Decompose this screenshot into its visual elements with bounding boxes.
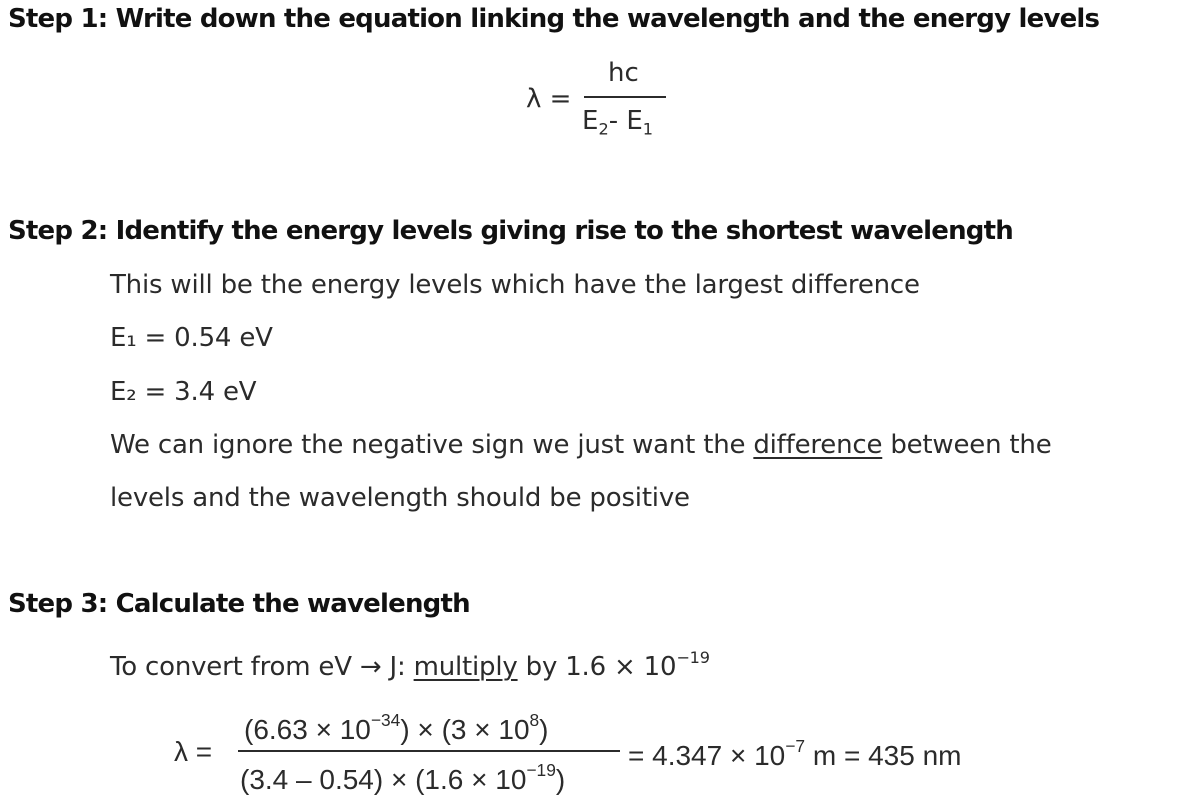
conversion-factor: by 1.6 × 10 [517, 652, 677, 683]
step2-e2-line [110, 377, 256, 407]
step2-positive-line: levels and the wavelength should be positive [110, 483, 690, 513]
step3-denominator [240, 760, 565, 796]
denominator-e2-subscript: 2 [598, 119, 609, 139]
step2-e1-line [110, 323, 273, 353]
numerator-exp-b: 8 [529, 710, 540, 730]
denominator-exp-a: −19 [526, 760, 556, 780]
step3-result [628, 736, 961, 772]
difference-underlined: difference [753, 430, 883, 460]
step1-lambda-equals: λ = [526, 84, 572, 114]
step1-heading: Step 1: Write down the equation linking the wavelength and the energy levels [8, 4, 1100, 34]
denominator-part-a: (3.4 – 0.54) × (1.6 × 10 [240, 764, 527, 796]
result-coefficient: = 4.347 × 10 [628, 740, 786, 772]
step2-heading: Step 2: Identify the energy levels giving rise to the shortest wavelength [8, 216, 1013, 246]
denominator-e2: E [582, 106, 599, 136]
step1-denominator [582, 106, 653, 139]
step3-lambda-equals: λ = [174, 736, 213, 767]
step3-fraction-bar [238, 750, 620, 752]
multiply-underlined: multiply [413, 652, 518, 683]
step3-numerator [244, 710, 549, 746]
step3-convert-line [110, 648, 710, 682]
numerator-part-b: ) × (3 × 10 [400, 714, 530, 746]
step2-ignore-sign-line [110, 430, 1052, 460]
between-the-text: between the [882, 430, 1052, 460]
ignore-sign-text: We can ignore the negative sign we just want the [110, 430, 754, 460]
result-exponent: −7 [785, 736, 806, 756]
conversion-exponent: −19 [676, 648, 710, 667]
step1-numerator: hc [608, 58, 639, 88]
step3-heading: Step 3: Calculate the wavelength [8, 589, 470, 619]
denominator-minus-e1: - E [608, 106, 643, 136]
convert-text: To convert from eV → J: [110, 652, 414, 683]
numerator-part-c: ) [539, 714, 549, 746]
e1-value: = 0.54 eV [136, 323, 273, 353]
e2-value: = 3.4 eV [136, 377, 257, 407]
e2-label: E₂ [110, 377, 137, 407]
numerator-exp-a: −34 [370, 710, 401, 730]
e1-label: E₁ [110, 323, 137, 353]
denominator-part-b: ) [555, 764, 566, 796]
step2-line-largest-difference: This will be the energy levels which have the largest difference [110, 270, 920, 300]
numerator-part-a: (6.63 × 10 [244, 714, 371, 746]
result-units: m = 435 nm [805, 740, 962, 772]
denominator-e1-subscript: 1 [642, 119, 654, 139]
step1-fraction-bar [584, 96, 666, 98]
